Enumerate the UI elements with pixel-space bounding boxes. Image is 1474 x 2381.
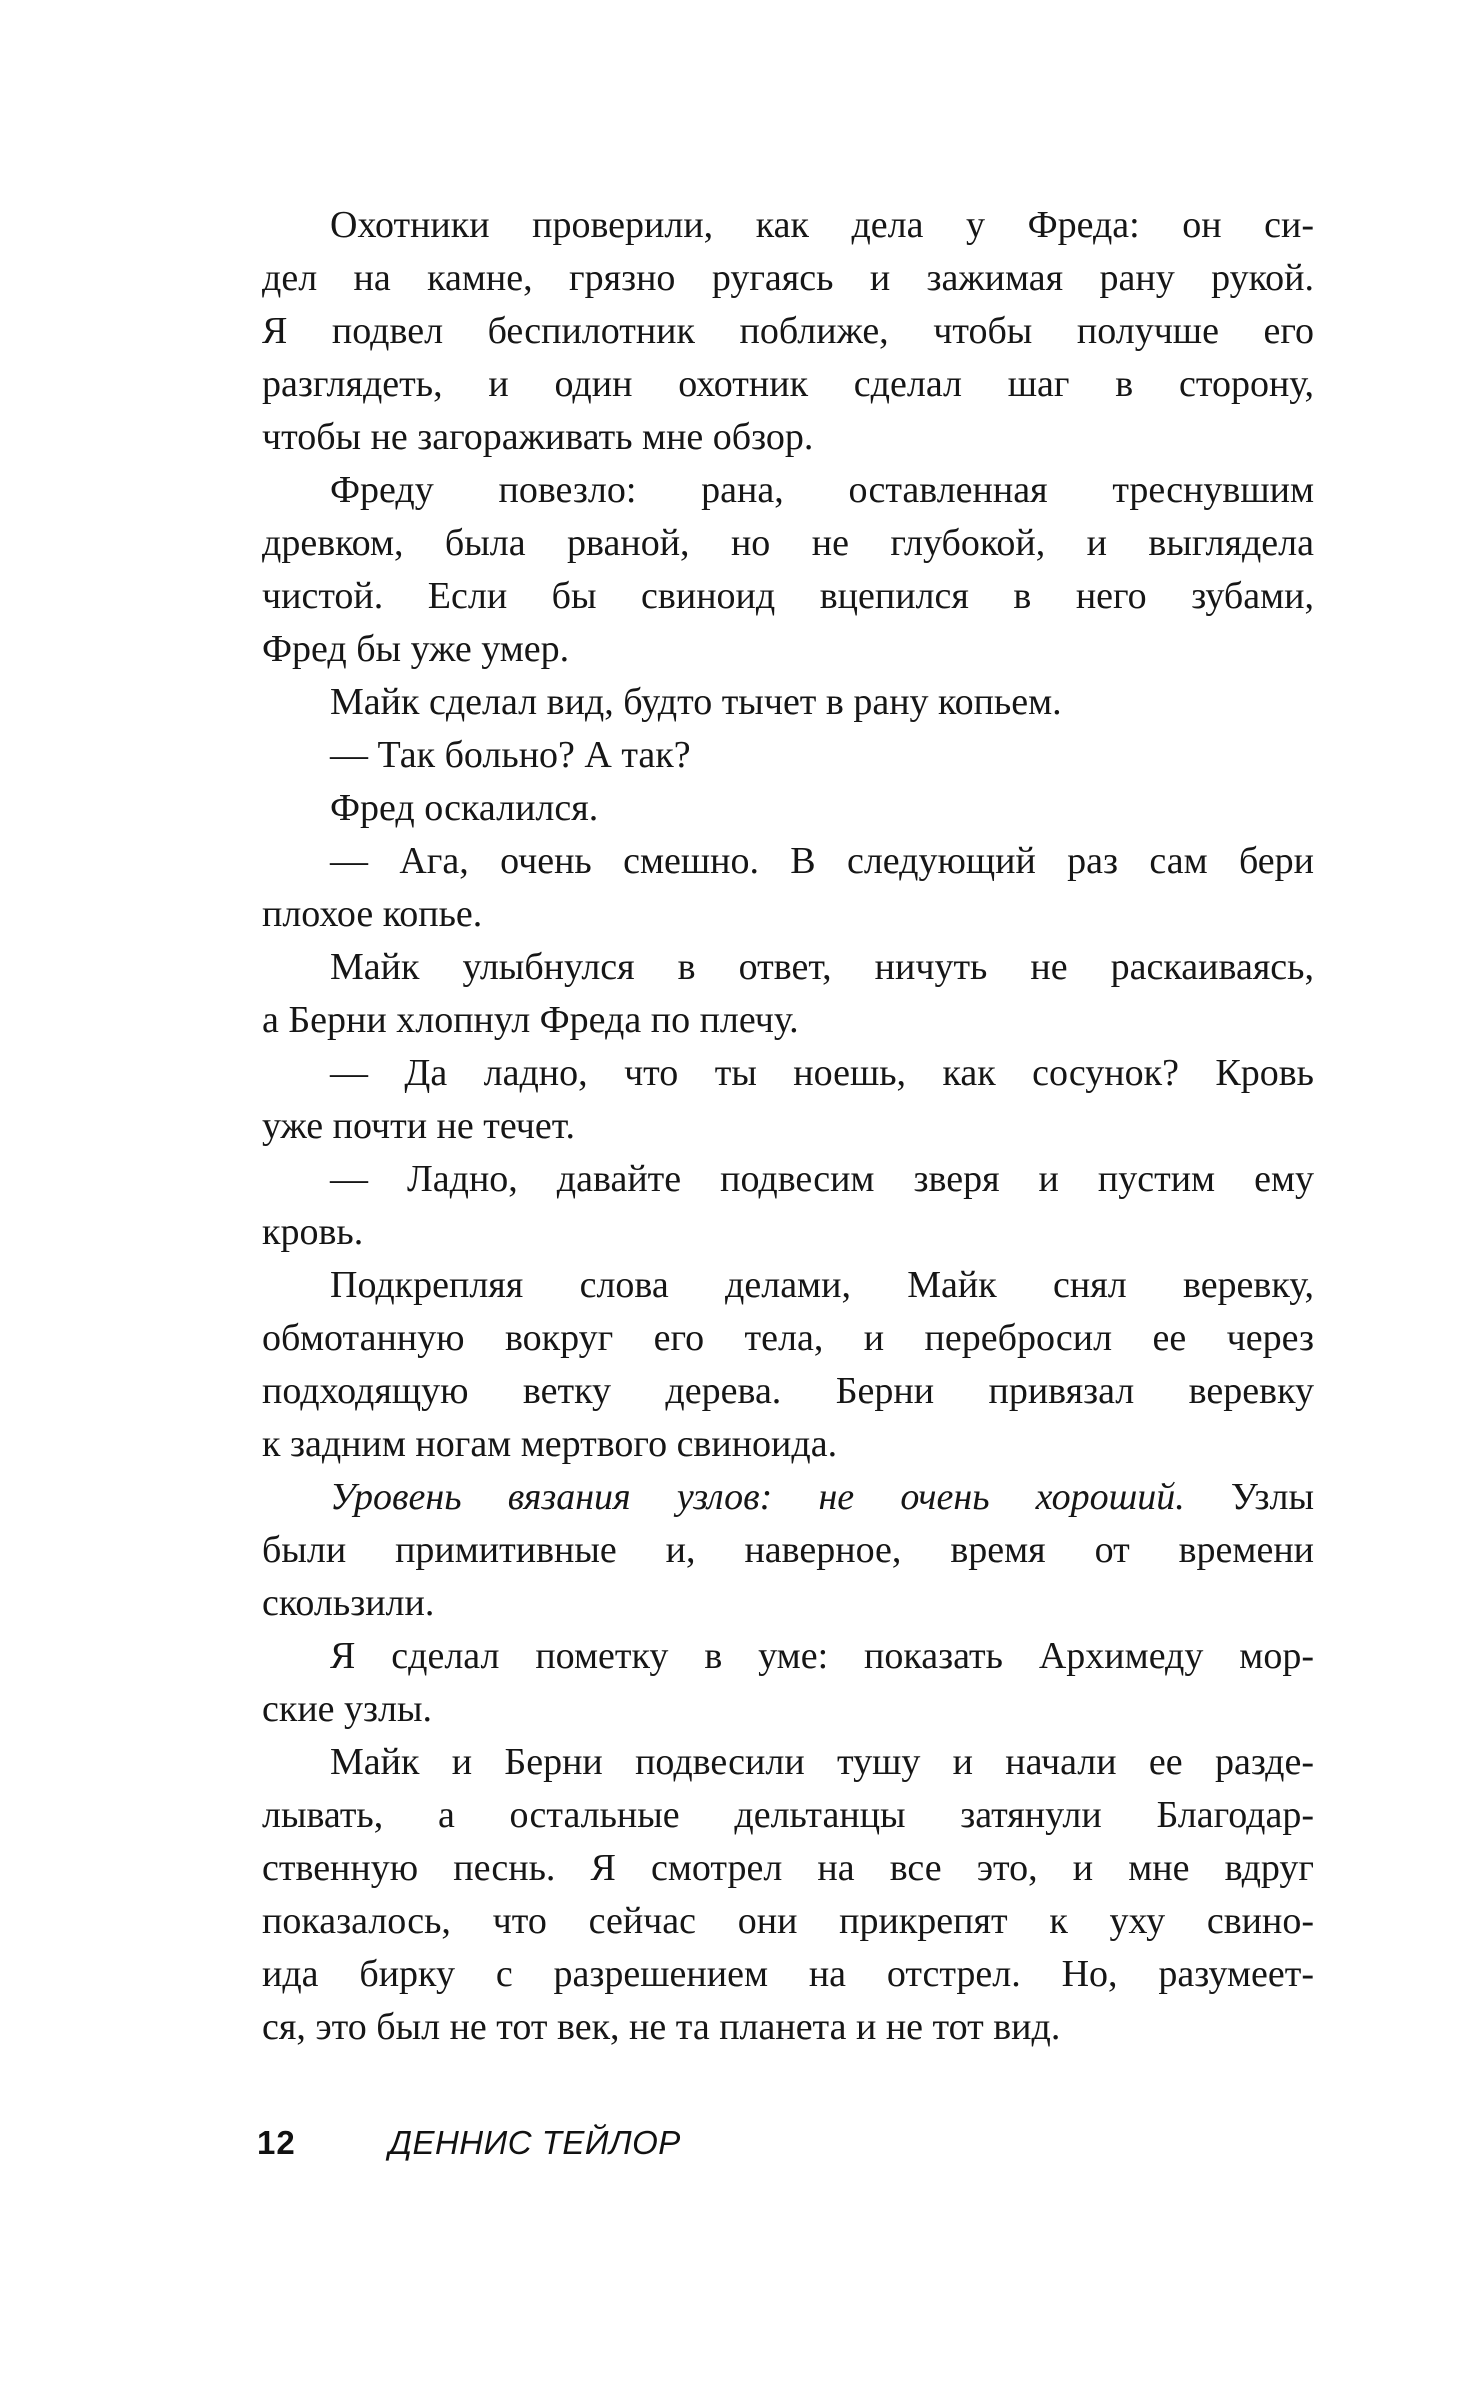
running-head-author: ДЕННИС ТЕЙЛОР (388, 2124, 681, 2161)
text-line (262, 1259, 1314, 1312)
text-segment: — Ага, очень смешно. В следующий раз сам бери (330, 840, 1314, 882)
text-segment: Охотники проверили, как дела у Фреда: он си- (330, 204, 1314, 246)
text-segment: Я подвел беспилотник поближе, чтобы получше его (262, 310, 1314, 352)
paragraph (262, 835, 1314, 941)
text-segment: Я сделал пометку в уме: показать Архимеду мор- (330, 1635, 1314, 1677)
text-line (262, 888, 1314, 941)
text-segment: а Берни хлопнул Фреда по плечу. (262, 999, 799, 1041)
text-segment: Фред оскалился. (330, 787, 599, 829)
text-line (262, 1365, 1314, 1418)
text-line (262, 1100, 1314, 1153)
text-segment: Фреду повезло: рана, оставленная треснувшим (330, 469, 1314, 511)
text-line (262, 1471, 1314, 1524)
paragraph (262, 782, 1314, 835)
text-segment: чистой. Если бы свиноид вцепился в него зубами, (262, 575, 1314, 617)
text-line (262, 941, 1314, 994)
text-segment: скользили. (262, 1582, 435, 1624)
text-line (262, 835, 1314, 888)
text-segment: Фред бы уже умер. (262, 628, 570, 670)
paragraph (262, 1630, 1314, 1736)
text-segment: ские узлы. (262, 1688, 433, 1730)
text-segment: Майк и Берни подвесили тушу и начали ее разде- (330, 1741, 1314, 1783)
text-line (262, 2001, 1314, 2054)
paragraph (262, 1153, 1314, 1259)
text-segment: Майк улыбнулся в ответ, ничуть не раскаиваясь, (330, 946, 1314, 988)
paragraph (262, 464, 1314, 676)
text-segment: кровь. (262, 1211, 364, 1253)
page-number: 12 (257, 2124, 296, 2161)
text-line (262, 464, 1314, 517)
text-line (262, 1683, 1314, 1736)
italic-text-segment: Уровень вязания узлов: не очень хороший. (330, 1476, 1185, 1518)
text-segment: разглядеть, и один охотник сделал шаг в сторону, (262, 363, 1314, 405)
text-line (262, 1047, 1314, 1100)
text-line (262, 1789, 1314, 1842)
paragraph (262, 676, 1314, 729)
text-segment: — Ладно, давайте подвесим зверя и пустим ему (330, 1158, 1314, 1200)
text-segment: Подкрепляя слова делами, Майк снял веревку, (330, 1264, 1314, 1306)
text-segment: были примитивные и, наверное, время от времени (262, 1529, 1314, 1571)
paragraph (262, 1736, 1314, 2054)
text-line (262, 305, 1314, 358)
text-segment: уже почти не течет. (262, 1105, 575, 1147)
text-segment: к задним ногам мертвого свиноида. (262, 1423, 838, 1465)
text-line (262, 517, 1314, 570)
text-line (262, 1312, 1314, 1365)
paragraph (262, 729, 1314, 782)
text-segment: чтобы не загораживать мне обзор. (262, 416, 814, 458)
text-line (262, 1524, 1314, 1577)
paragraph (262, 941, 1314, 1047)
text-line (262, 1418, 1314, 1471)
text-line (262, 1948, 1314, 2001)
paragraph (262, 1259, 1314, 1471)
text-line (262, 252, 1314, 305)
text-line (262, 1630, 1314, 1683)
text-segment: древком, была рваной, но не глубокой, и выглядела (262, 522, 1314, 564)
text-line (262, 676, 1314, 729)
paragraph (262, 1471, 1314, 1630)
page-footer (257, 2124, 681, 2162)
text-segment: обмотанную вокруг его тела, и перебросил ее через (262, 1317, 1314, 1359)
text-line (262, 1842, 1314, 1895)
text-line (262, 1577, 1314, 1630)
text-segment: — Да ладно, что ты ноешь, как сосунок? Кровь (330, 1052, 1314, 1094)
text-line (262, 994, 1314, 1047)
text-line (262, 782, 1314, 835)
text-line (262, 570, 1314, 623)
text-line (262, 729, 1314, 782)
text-segment: Майк сделал вид, будто тычет в рану копьем. (330, 681, 1062, 723)
text-segment: ида бирку с разрешением на отстрел. Но, разумеет- (262, 1953, 1314, 1995)
text-segment: Узлы (1184, 1476, 1314, 1518)
text-segment: ся, это был не тот век, не та планета и не тот вид. (262, 2006, 1061, 2048)
text-segment: показалось, что сейчас они прикрепят к уху свино- (262, 1900, 1314, 1942)
paragraph (262, 1047, 1314, 1153)
text-segment: подходящую ветку дерева. Берни привязал веревку (262, 1370, 1314, 1412)
text-segment: дел на камне, грязно ругаясь и зажимая рану рукой. (262, 257, 1314, 299)
page-text (262, 199, 1314, 2054)
paragraph (262, 199, 1314, 464)
text-segment: — Так больно? А так? (330, 734, 691, 776)
text-line (262, 1736, 1314, 1789)
text-line (262, 1153, 1314, 1206)
text-line (262, 1206, 1314, 1259)
text-segment: лывать, а остальные дельтанцы затянули Благодар- (262, 1794, 1314, 1836)
text-line (262, 1895, 1314, 1948)
text-line (262, 623, 1314, 676)
text-line (262, 199, 1314, 252)
text-segment: ственную песнь. Я смотрел на все это, и мне вдруг (262, 1847, 1314, 1889)
text-segment: плохое копье. (262, 893, 483, 935)
text-line (262, 358, 1314, 411)
text-line (262, 411, 1314, 464)
